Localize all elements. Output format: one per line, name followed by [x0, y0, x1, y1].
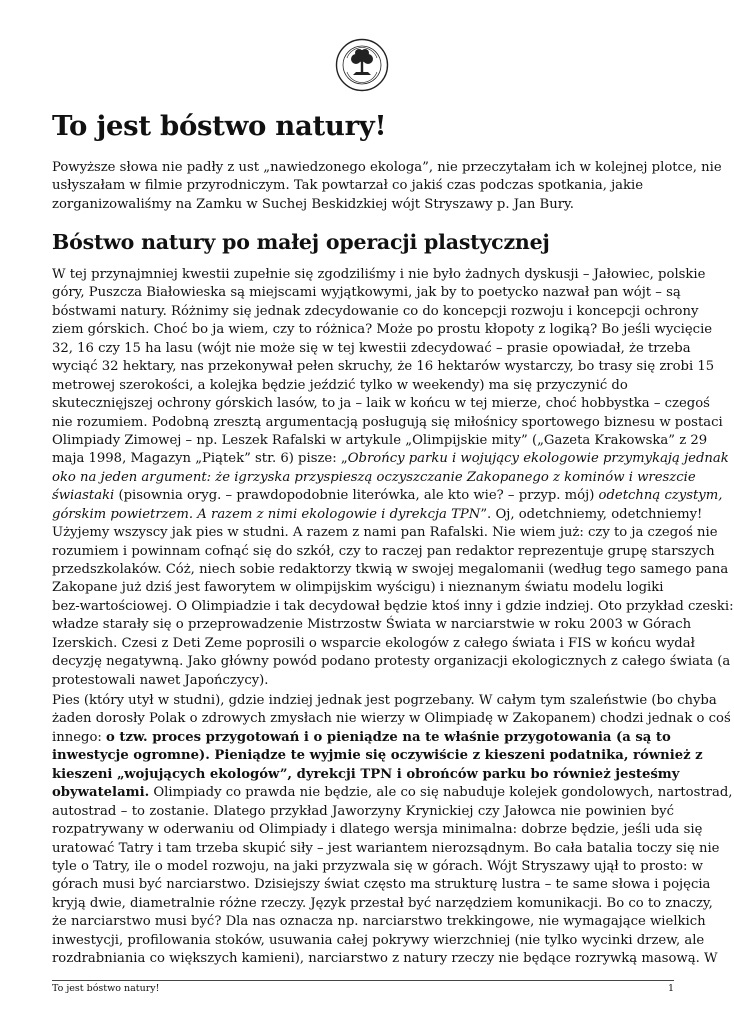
text-line: Użyjemy wszyscy jak pies w studni. A razem z nami pan Rafalski. Nie wiem już: czy to ja czegoś nie [52, 525, 718, 541]
text-line: uratować Tatry i tam trzeba skupić siły – jest wariantem nierozsądnym. Bo cała batalia toczy się nie [52, 840, 720, 856]
text-line: protestowali nawet Japończycy). [52, 672, 269, 688]
quote-italic: Obrońcy parku i wojujący ekologowie przymykają jednak [347, 451, 729, 467]
quote-italic: górskim powietrzem. A razem z nimi ekologowie i dyrekcja TPN [52, 506, 481, 522]
text-line [52, 469, 696, 487]
text-line: decyzję negatywną. Jako główny powód podano protesty organizacji ekologicznych z całego świata (a [52, 654, 731, 670]
quote-italic: oko na jeden argument: że igrzyska przyspieszą oczyszczanie Zakopanego z kominów i wreszcie [52, 469, 696, 485]
text-line: bez-wartościowej. O Olimpiadzie i tak decydował będzie ktoś inny i gdzie indziej. Oto przykład czeski: [52, 598, 734, 614]
text-line [52, 487, 723, 505]
text-line: ziem górskich. Choć bo ja wiem, czy to różnica? Może po prostu kłopoty z logiką? Bo jeśli wycięcie [52, 322, 713, 338]
quote-italic: odetchną czystym, [598, 488, 723, 504]
footer-divider [52, 980, 674, 981]
quote-italic: świastaki [52, 488, 115, 504]
text-line [52, 506, 703, 524]
text-line: górach musi być narciarstwo. Dzisiejszy świat często ma strukturę lustra – te same słowa i pojęcia [52, 877, 711, 893]
text-line: rozumiem i powinnam cofnąć się do szkół, czy to raczej pan redaktor reprezentuje grupę starszych [52, 543, 715, 559]
text-line: skutecznięjszej ochrony górskich lasów, to ja – laik w końcu w tej mierze, choć hobbystka – czegoś [52, 396, 710, 412]
text-line: zorganizowaliśmy na Zamku w Suchej Beskidzkiej wójt Stryszawy p. Jan Bury. [52, 196, 574, 212]
text-span: innego: [52, 729, 107, 745]
text-line [52, 766, 680, 784]
text-line: wyciąć 32 hektary, nas przekonywał pełen skruchy, że 16 hektarów wystarczy, bo trasy się zrobi 15 [52, 359, 715, 375]
bold-text: kieszeni „wojujących ekologów”, dyrekcji TPN i obrońców parku bo również jesteśmy [52, 766, 680, 782]
text-line: metrowej szerokości, a kolejka będzie jeździć tylko w weekendy) ma się przyczynić do [52, 377, 628, 393]
text-line [52, 747, 703, 765]
bold-text: obywatelami. [52, 785, 150, 801]
bold-text: o tzw. proces przygotowań i o pieniądze na te właśnie przygotowania (a są to [106, 729, 671, 745]
text-span: ”. Oj, odetchniemy, odetchniemy! [480, 506, 703, 522]
text-line: kryją dwie, diametralnie różne rzeczy. Język przestał być narzędziem komunikacji. Bo co to znaczy, [52, 895, 713, 911]
text-line: W tej przynajmniej kwestii zupełnie się zgodziliśmy i nie było żadnych dyskusji – Jałowiec, polskie [52, 267, 706, 282]
text-line: Izerskich. Czesi z Deti Zeme poprosili o wsparcie ekologów z całego świata i FIS w końcu wydał [52, 635, 695, 651]
text-line: nie rozumiem. Podobną zresztą argumentacją posługują się miłośnicy sportowego biznesu w postaci [52, 414, 723, 430]
tree-seal-icon [335, 38, 389, 92]
text-line: przedszkolaków. Cóż, niech sobie redaktorzy tkwią w swojej megalomanii (według tego samego pana [52, 562, 729, 577]
text-line [52, 784, 733, 802]
section-heading: Bóstwo natury po małej operacji plastycznej [52, 230, 550, 254]
text-line: inwestycji, profilowania stoków, usuwania całej pokrywy wierzchniej (nie tylko wycinki drzew, ale [52, 932, 705, 948]
text-span: maja 1998, Magazyn „Piątek” str. 6) pisze: „ [52, 451, 348, 467]
text-line: tyle o Tatry, ile o model rozwoju, na jaki przyzwala się w górach. Wójt Stryszawy ujął to prosto: w [52, 858, 703, 874]
text-line: góry, Puszcza Białowieska są miejscami wyjątkowymi, jak by to poetycko nazwał pan wójt – są [52, 285, 681, 301]
text-line: żaden dorosły Polak o zdrowych zmysłach nie wierzy w Olimpiadę w Zakopanem) chodzi jednak o coś [52, 711, 731, 727]
text-line [52, 450, 729, 468]
page-number: 1 [667, 983, 674, 994]
text-line: że narciarstwo musi być? Dla nas oznacza np. narciarstwo trekkingowe, nie wymagające wielkich [52, 914, 706, 930]
text-span: Olimpiady co prawda nie będzie, ale co się nabuduje kolejek gondolowych, nartostrad, [149, 785, 733, 801]
text-line: bóstwami natury. Różnimy się jednak zdecydowanie co do koncepcji rozwoju i koncepcji ochrony [52, 303, 699, 319]
footer-title: To jest bóstwo natury! [52, 983, 160, 994]
text-line: Powyższe słowa nie padły z ust „nawiedzonego ekologa”, nie przeczytałam ich w kolejnej plotce, nie [52, 160, 722, 175]
text-line: usłyszałam w filmie przyrodniczym. Tak powtarzał co jakiś czas podczas spotkania, jakie [52, 178, 644, 194]
text-line: Pies (który utył w studni), gdzie indziej jednak jest pogrzebany. W całym tym szaleństwie (bo chyba [52, 693, 717, 708]
text-line: rozpatrywany w oderwaniu od Olimpiady i dlatego wersja minimalna: dobrze będzie, jeśli uda się [52, 822, 703, 838]
page-title: To jest bóstwo natury! [52, 110, 387, 142]
intro-paragraph [52, 159, 722, 214]
text-line: Olimpiady Zimowej – np. Leszek Rafalski w artykule „Olimpijskie mity” („Gazeta Krakowska” z 29 [52, 432, 708, 448]
text-line: 32, 16 czy 15 ha lasu (wójt nie może się w tej kwestii zdecydować – prasie opowiadał, że trzeba [52, 340, 691, 356]
text-line [52, 729, 674, 747]
body-paragraph-2 [52, 692, 733, 969]
text-line: władze starały się o przeprowadzenie Mistrzostw Świata w narciarstwie w roku 2003 w Górach [52, 617, 692, 633]
body-paragraph-1 [52, 266, 734, 690]
text-line: autostrad – to zostanie. Dlatego przykład Jaworzyny Krynickiej czy Jałowca nie powinien być [52, 803, 674, 819]
bold-text: inwestycje ogromne). Pieniądze te wyjmie się oczywiście z kieszeni podatnika, również z [52, 748, 703, 764]
text-line: rozdrabniania co większych kamieni), narciarstwo z natury rzeczy nie będące rozrywką masową. W [52, 951, 718, 967]
text-span: (pisownia oryg. – prawdopodobnie literówka, ale kto wie? – przyp. mój) [114, 488, 599, 504]
text-line: Zakopane już dziś jest faworytem w olimpijskim wyścigu) i nieznanym światu modelu logiki [52, 580, 664, 596]
